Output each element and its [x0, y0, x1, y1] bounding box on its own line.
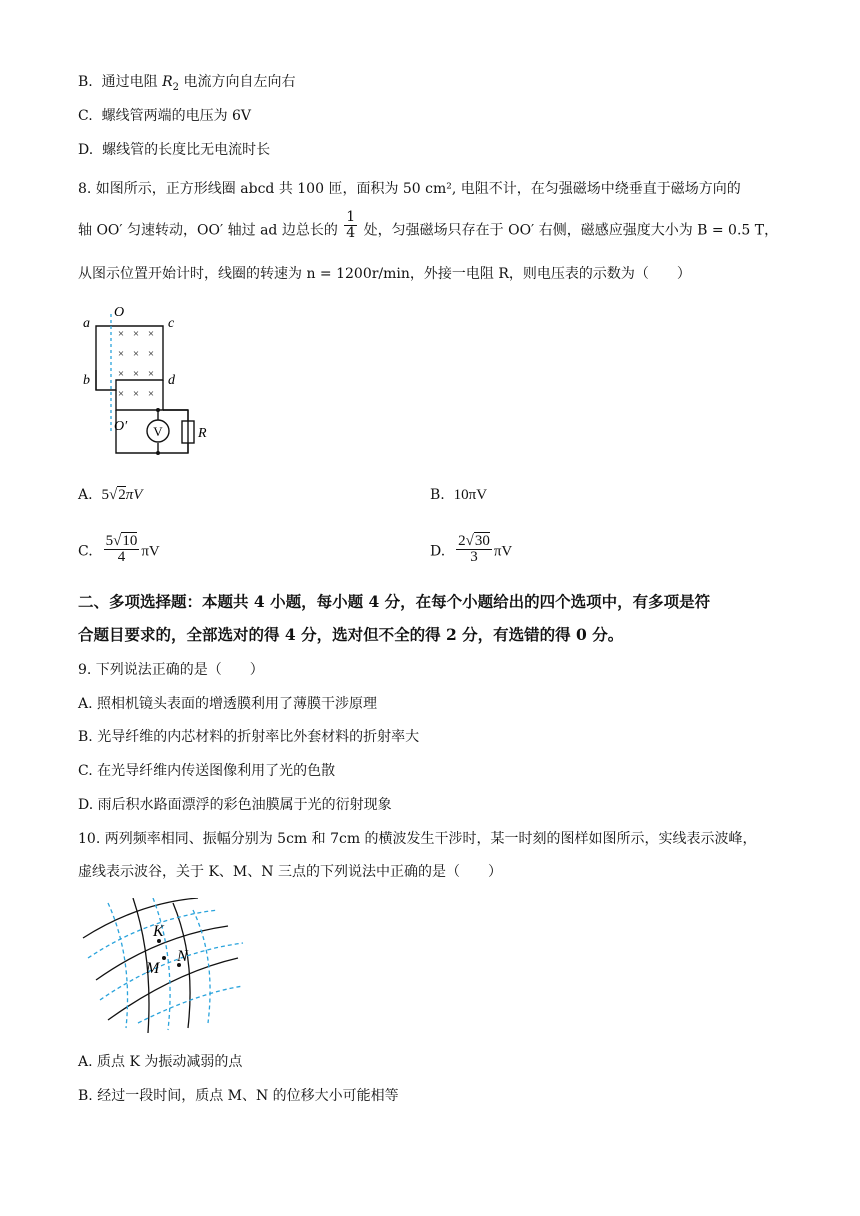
svg-text:×: × — [132, 388, 140, 400]
label-k: K — [153, 923, 164, 940]
q7-option-c: C. 螺线管两端的电压为 6V — [78, 108, 252, 124]
q9-option-c: C. 在光导纤维内传送图像利用了光的色散 — [78, 763, 336, 779]
q8-fraction: $\frac{1}{4}$ — [346, 209, 356, 241]
q9-option-b: B. 光导纤维的内芯材料的折射率比外套材料的折射率大 — [78, 729, 420, 745]
q10-option-a: A. 质点 K 为振动减弱的点 — [78, 1054, 243, 1070]
label-d: d — [168, 373, 175, 388]
q8-stem-line3: 从图示位置开始计时，线圈的转速为 n = 1200r/min，外接一电阻 R，则电压表的示数为（ ） — [78, 266, 691, 282]
q8-coil-figure — [78, 300, 228, 465]
q7-option-d: D. 螺线管的长度比无电流时长 — [78, 142, 271, 158]
label-r: R — [198, 426, 207, 441]
label-m: M — [146, 960, 160, 977]
section2-heading-line1: 二、多项选择题：本题共 4 小题，每小题 4 分，在每个小题给出的四个选项中，有多项是符 — [78, 592, 711, 611]
svg-text:×: × — [147, 368, 155, 380]
svg-text:×: × — [117, 348, 125, 360]
svg-text:×: × — [147, 328, 155, 340]
q8-option-b: B. 10πV — [430, 487, 488, 503]
svg-text:×: × — [132, 328, 140, 340]
magnetic-field-marks — [118, 328, 154, 400]
q10-interference-figure — [78, 898, 248, 1033]
voltmeter-label: V — [153, 424, 163, 439]
svg-text:×: × — [117, 328, 125, 340]
q9-option-a: A. 照相机镜头表面的增透膜利用了薄膜干涉原理 — [78, 696, 378, 712]
q8-option-c: C. $\frac{5√10}{4}$ πV — [78, 533, 160, 565]
svg-text:×: × — [132, 348, 140, 360]
label-o-prime: O′ — [114, 419, 128, 434]
svg-text:×: × — [147, 348, 155, 360]
label-n: N — [177, 948, 188, 965]
label-a: a — [83, 316, 90, 331]
q8-stem-line2: 轴 OO′ 匀速转动，OO′ 轴过 ad 边总长的 $\frac{1}{4}$ 处，匀强磁场只存在于 OO′ 右侧，磁感应强度大小为 B = 0.5 T， — [78, 209, 779, 241]
label-o: O — [114, 305, 125, 320]
q8-option-a: A. 5√2πV — [78, 487, 143, 503]
svg-text:×: × — [147, 388, 155, 400]
q9-stem: 9. 下列说法正确的是（ ） — [78, 662, 264, 678]
q10-option-b: B. 经过一段时间，质点 M、N 的位移大小可能相等 — [78, 1088, 399, 1104]
svg-text:×: × — [132, 368, 140, 380]
svg-text:×: × — [117, 368, 125, 380]
q10-stem-line2: 虚线表示波谷，关于 K、M、N 三点的下列说法中正确的是（ ） — [78, 864, 502, 880]
label-c: c — [168, 316, 175, 331]
q8-stem-line1: 8. 如图所示，正方形线圈 abcd 共 100 匝，面积为 50 cm², 电阻不计，在匀强磁场中绕垂直于磁场方向的 — [78, 181, 741, 197]
q10-stem-line1: 10. 两列频率相同、振幅分别为 5cm 和 7cm 的横波发生干涉时，某一时刻的图样如图所示，实线表示波峰， — [78, 831, 757, 847]
svg-text:×: × — [117, 388, 125, 400]
q7-option-b: B. 通过电阻 $R_2$ 电流方向自左向右 — [78, 74, 296, 93]
q9-option-d: D. 雨后积水路面漂浮的彩色油膜属于光的衍射现象 — [78, 797, 392, 813]
q8-option-d: D. $\frac{2√30}{3}$ πV — [430, 533, 513, 565]
section2-heading-line2: 合题目要求的，全部选对的得 4 分，选对但不全的得 2 分，有选错的得 0 分。 — [78, 625, 624, 644]
label-b: b — [83, 373, 90, 388]
